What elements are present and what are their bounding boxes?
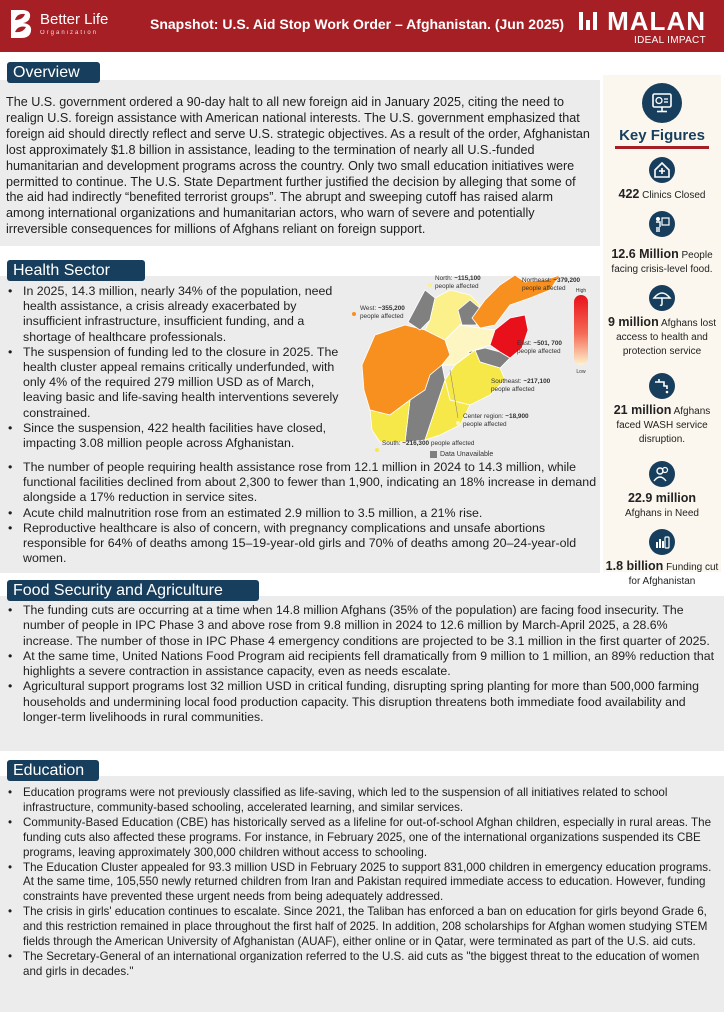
legend-high: High	[575, 288, 587, 294]
key-figure-label: Clinics Closed	[642, 190, 706, 201]
key-figures-panel	[603, 75, 721, 587]
list-item: • Agricultural support programs lost 32 million USD in critical funding, disrupting spring planting for more than 500,000 farming households and undermining local food production capacity. This disruption threatens both immediate food availability and longer-term livelihoods in rural communities.	[4, 679, 720, 725]
education-bullets	[4, 786, 720, 980]
map-label-northeast: Northeast	[522, 277, 550, 284]
list-item: • The Education Cluster appealed for 93.3 million USD in February 2025 to support 831,000 children in emergency education programs. At the same time, 105,550 newly returned children from Iran and Pakistan required immediate access to education. However, funding constraints have prevented these urgent needs from being adequately addressed.	[4, 861, 720, 906]
svg-text:people affected: people affected	[435, 283, 479, 290]
svg-text:people affected: people affected	[463, 421, 507, 428]
list-item: • Education programs were not previously classified as life-saving, which led to the suspension of all initiatives related to school infrastructure, community-based schooling, accelerated learning, and similar services.	[4, 786, 720, 816]
list-item: • The Secretary-General of an international organization referred to the U.S. aid cuts as "the biggest threat to the education of women and girls in decades."	[4, 950, 720, 980]
svg-text:Southeast: ~217,100: Southeast: ~217,100	[491, 378, 551, 385]
afghanistan-affected-map	[350, 270, 600, 455]
key-figure-label: People facing crisis-level food.	[611, 250, 713, 275]
svg-text:South: ~216,300 people affecte: South: ~216,300 people affected	[382, 440, 475, 447]
map-unavailable-legend	[430, 451, 493, 458]
svg-text:North: ~115,100: North: ~115,100	[435, 275, 481, 282]
list-item: • The number of people requiring health assistance rose from 12.1 million in 2024 to 14.3 million, while functional facilities declined from about 2,300 to fewer than 1,900, indicating an 18% increase in demand alongside a 17% reduction in service sites.	[4, 460, 600, 506]
org-right-sub: IDEAL IMPACT	[634, 35, 706, 46]
education-heading: Education	[7, 760, 99, 781]
list-item: • The crisis in girls' education continues to escalate. Since 2021, the Taliban has enforced a ban on education for girls beyond Grade 6, and this restriction remained in place throughout the first half of 2025. In addition, 208 scholarships for Afghan women studying STEM fields through the American University of Afghanistan (AUAF), either online or in Qatar, were terminated as part of the U.S. aid cuts.	[4, 905, 720, 950]
map-label-north: North	[435, 275, 451, 282]
key-figure-value: 422	[618, 187, 640, 201]
list-item: • Since the suspension, 422 health facilities have closed, impacting 3.08 million people across Afghanistan.	[4, 421, 340, 451]
key-figure-wash	[603, 373, 721, 447]
key-figures-title: Key Figures	[619, 127, 705, 144]
key-figure-label: Afghans lost access to health and protection service	[616, 318, 716, 357]
list-item: • The suspension of funding led to the closure in 2025. The health cluster appeal remains critically underfunded, with only 4% of the required 279 million USD as of March, leaving basic and life-saving health interventions severely constrained.	[4, 345, 340, 421]
unavailable-swatch	[430, 451, 437, 458]
overview-heading: Overview	[7, 62, 100, 83]
key-figure-in-need	[603, 461, 721, 521]
svg-text:West: ~355,200: West: ~355,200	[360, 305, 405, 312]
legend-gradient	[574, 295, 588, 365]
svg-text:people affected: people affected	[517, 348, 561, 355]
list-item: • In 2025, 14.3 million, nearly 34% of the population, need health assistance, a crisis already exacerbated by insufficient infrastructure, insufficient funding, and a shortage of healthcare professionals.	[4, 284, 340, 345]
map-label-southeast: Southeast	[491, 378, 520, 385]
overview-text: The U.S. government ordered a 90-day halt to all new foreign aid in January 2025, citing the need to realign U.S. foreign assistance with American national interests. The U.S. government emphasized that foreign aid should directly reflect and serve U.S. strategic objectives. As a result of the order, Afghanistan lost approximately $1.8 billion in assistance, leading to the termination of nearly all U.S.-funded humanitarian and development programs across the country. Only two small education initiatives were permitted to continue. The U.S. State Department further justified the decision by alleging that some of the aid had indirectly “benefited terrorist groups”. The abrupt and sweeping cutoff has raised alarm among international organizations and humanitarian actors, who warn of severe and potentially irreversible consequences for millions of Afghans reliant on foreign support.	[6, 95, 590, 237]
health-bullets-left	[4, 284, 340, 451]
people-icon	[649, 461, 675, 487]
list-item: • Community-Based Education (CBE) has historically served as a lifeline for out-of-school Afghan children, especially in rural areas. The funding cuts also affected these programs. For instance, in February 2025, one of the international organizations suspended its CBE programs, leaving approximately 300,000 children without access to schooling.	[4, 816, 720, 861]
title-underline	[615, 146, 709, 149]
umbrella-icon	[649, 285, 675, 311]
svg-text:people affected: people affected	[522, 285, 566, 292]
key-figure-value: 21 million	[613, 403, 672, 417]
list-item: • Reproductive healthcare is also of concern, with pregnancy complications and unsafe abortions responsible for 64% of deaths among 15–19-year-old girls and 70% of deaths among 20–24-year-old women.	[4, 521, 600, 567]
water-tap-icon	[649, 373, 675, 399]
food-heading: Food Security and Agriculture	[7, 580, 259, 601]
food-bullets	[4, 603, 720, 725]
map-label-east: East	[517, 340, 530, 347]
svg-text:Northeast: ~379,200: Northeast: ~379,200	[522, 277, 581, 284]
key-figure-value: 22.9 million	[627, 491, 697, 505]
svg-text:East: ~501, 700: East: ~501, 700	[517, 340, 562, 347]
list-item: • At the same time, United Nations Food Program aid recipients fell dramatically from 9 million to 1 million, an 89% reduction that highlights a severe contraction in assistance capacity, even as needs escalate.	[4, 649, 720, 680]
key-figure-clinics	[603, 157, 721, 203]
list-item: • Acute child malnutrition rose from an estimated 2.9 million to 3.5 million, a 21% rise.	[4, 506, 600, 521]
key-figure-value: 9 million	[608, 315, 659, 329]
funding-icon	[649, 529, 675, 555]
malan-logo	[579, 8, 706, 46]
list-item: • The funding cuts are occurring at a time when 14.8 million Afghans (35% of the population) are facing food insecurity. The number of people in IPC Phase 3 and above rose from 9.8 million in 2024 to 12.6 million by March-April 2025, a 28.6% increase. The number of those in IPC Phase 4 emergency conditions are projected to be 3.1 million in the first quarter of 2025.	[4, 603, 720, 649]
map-label-south: South	[382, 440, 399, 447]
monitor-chart-icon	[642, 83, 682, 123]
clinic-icon	[649, 157, 675, 183]
svg-text:people affected: people affected	[360, 313, 404, 320]
map-label-center: Center region	[463, 413, 502, 420]
key-figure-label: Afghans faced WASH service disruption.	[616, 406, 711, 445]
health-heading: Health Sector	[7, 260, 145, 281]
key-figure-label: Funding cut for Afghanistan	[628, 562, 719, 587]
org-left-name: Better Life	[40, 11, 109, 28]
svg-text:people affected: people affected	[491, 386, 535, 393]
key-figure-health-protection	[603, 285, 721, 359]
presenter-icon	[649, 211, 675, 237]
header-banner	[0, 0, 724, 52]
bars-icon	[579, 12, 597, 30]
health-bullets-full	[4, 460, 600, 566]
org-right-name: MALAN	[607, 6, 706, 36]
page-title: Snapshot: U.S. Aid Stop Work Order – Afghanistan. (Jun 2025)	[150, 16, 565, 32]
key-figure-food	[603, 211, 721, 277]
svg-text:Center region: ~18,900: Center region: ~18,900	[463, 413, 529, 420]
legend-low: Low	[576, 369, 586, 375]
leaf-b-icon	[8, 8, 34, 40]
unavailable-label: Data Unavailable	[440, 451, 494, 458]
key-figure-funding	[603, 529, 721, 589]
map-label-west: West	[360, 305, 375, 312]
key-figure-value: 12.6 Million	[611, 247, 679, 261]
key-figure-value: 1.8 billion	[605, 559, 664, 573]
key-figure-label: Afghans in Need	[625, 508, 699, 519]
better-life-logo	[8, 8, 108, 40]
org-left-sub: Organization	[40, 30, 99, 36]
